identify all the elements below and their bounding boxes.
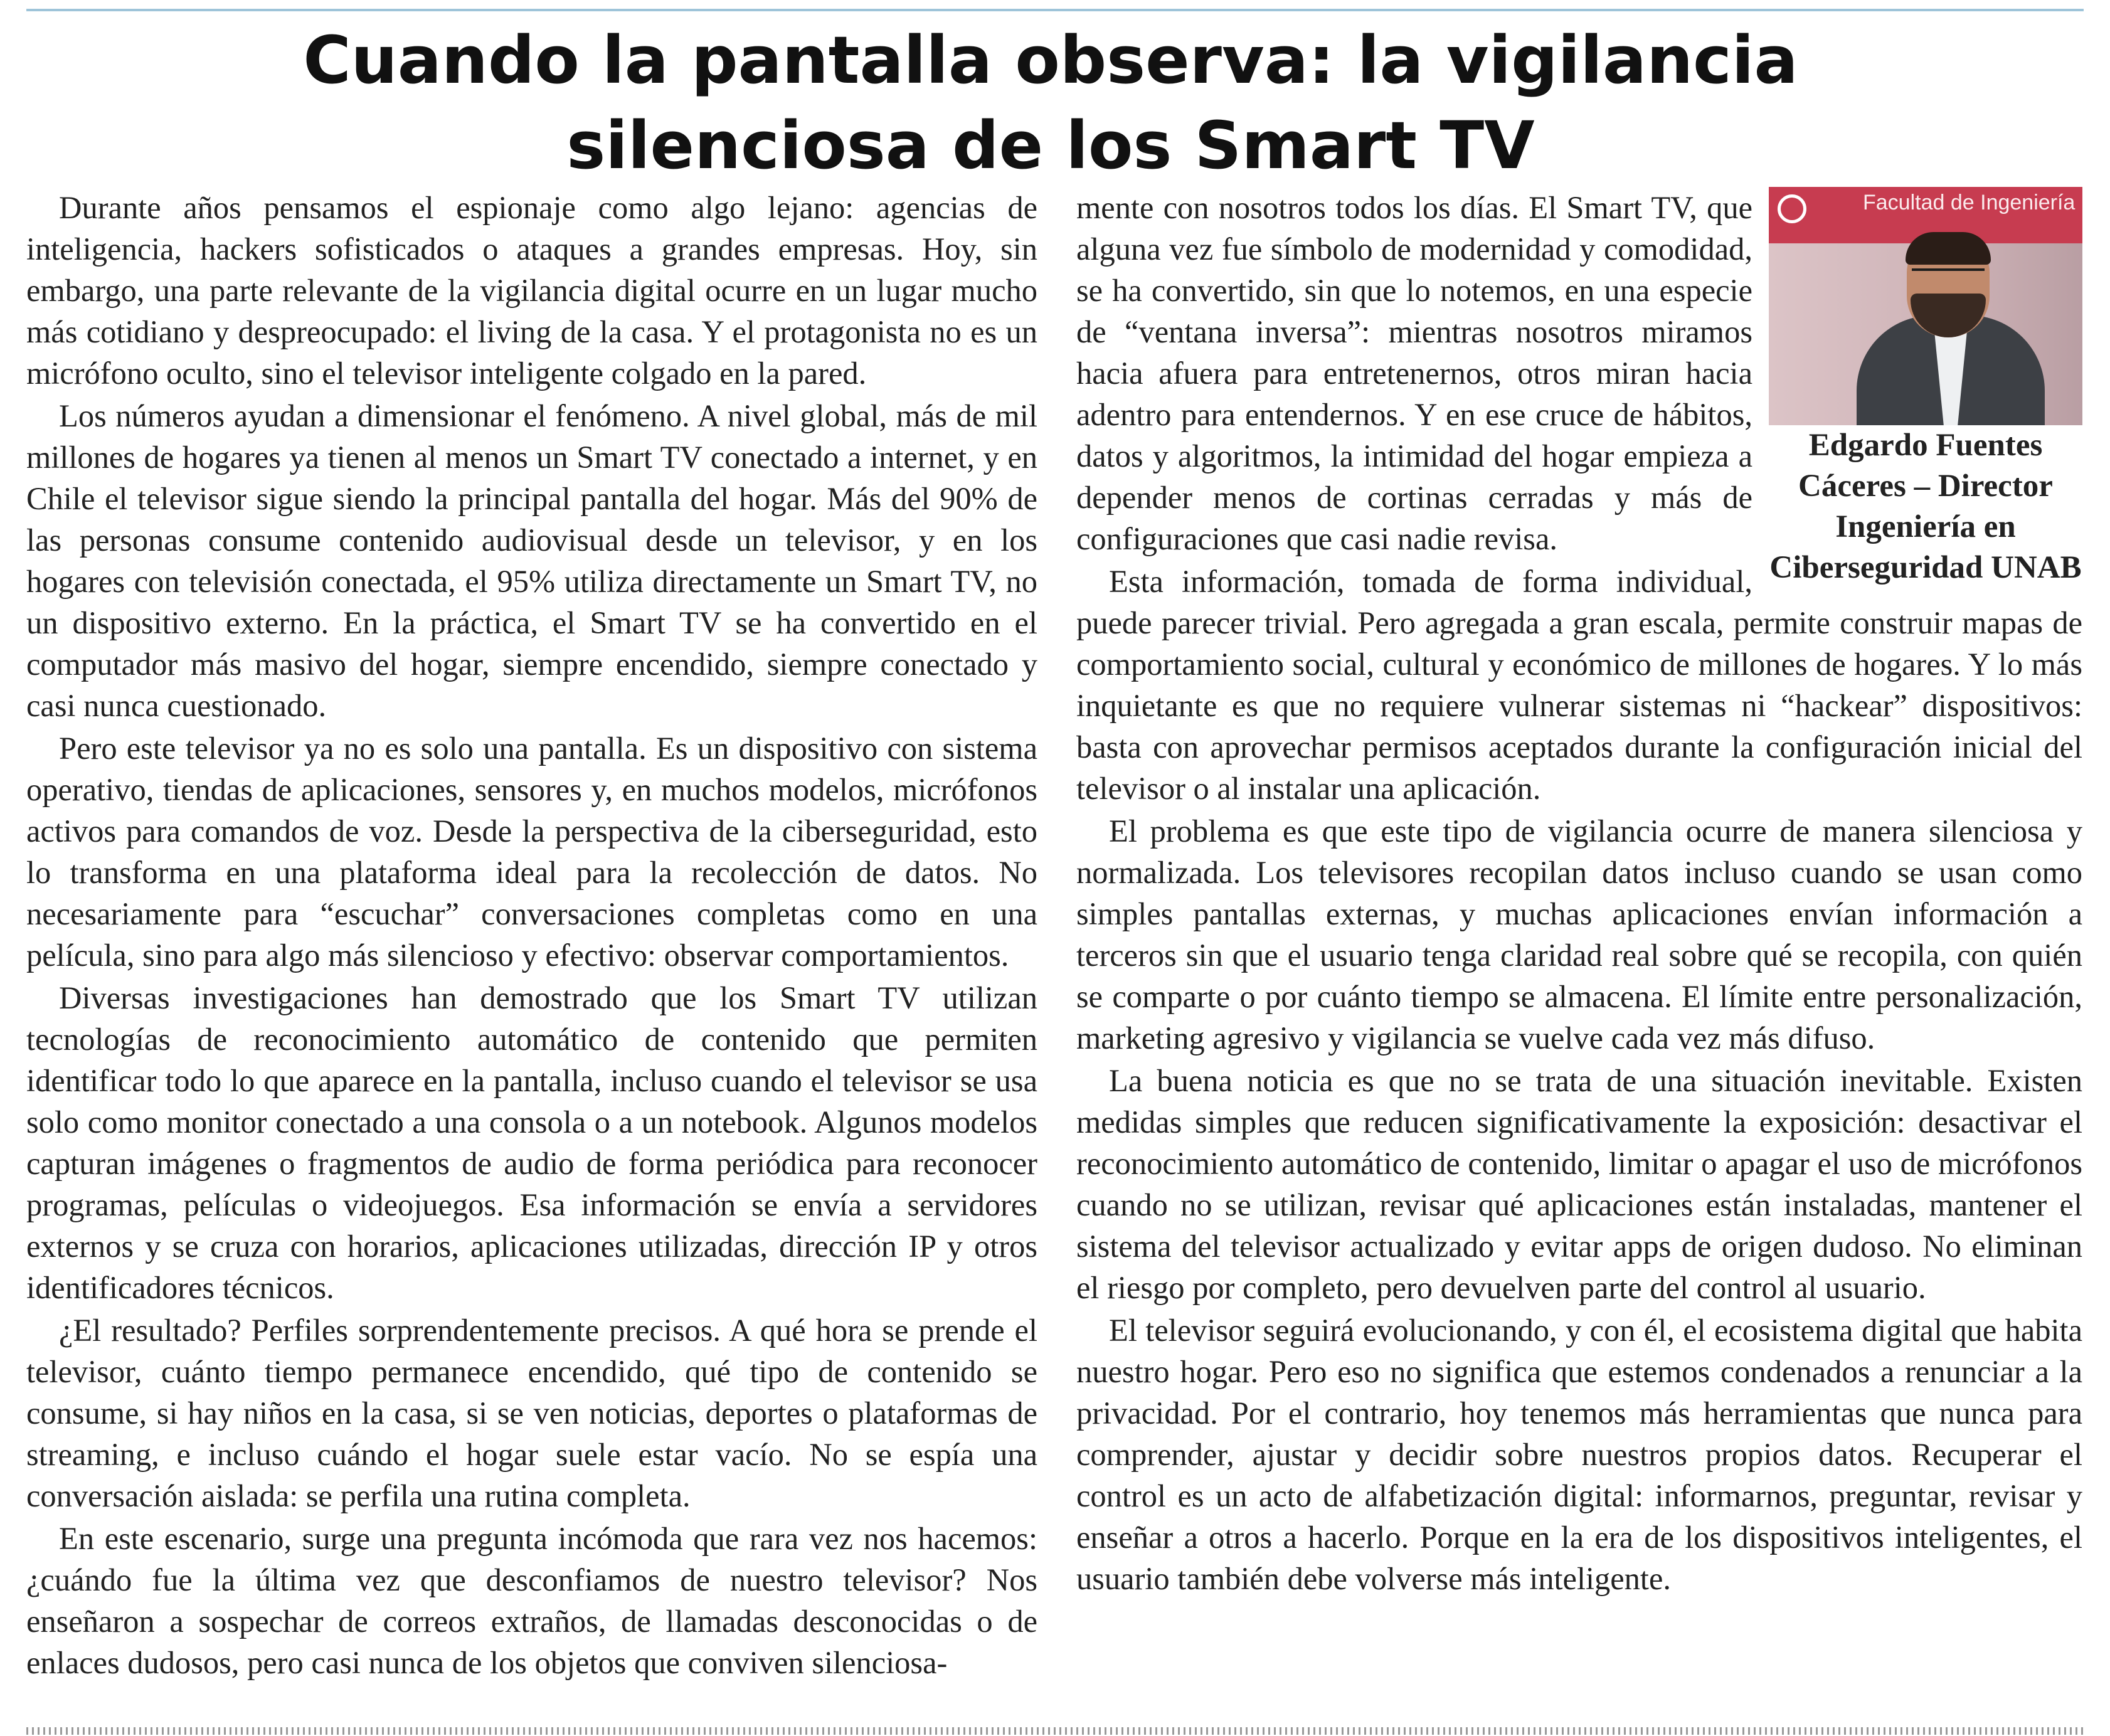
glasses-icon — [1912, 268, 1985, 290]
author-box — [1769, 187, 2082, 588]
paragraph: Los números ayudan a dimensionar el fenómeno. A nivel global, más de mil millones de hogares ya tienen al menos un Smart TV conectado a internet, y en Chile el televisor sigue siendo la principal pantalla del hogar. Más del 90% de las personas consume contenido audiovisual desde un televisor, y en los hogares con televisión conectada, el 95% utiliza directamente un Smart TV, no un dispositivo externo. En la práctica, el Smart TV se ha convertido en el computador más masivo del hogar, siempre encendido, siempre conectado y casi nunca cuestionado. — [26, 398, 1037, 723]
left-column — [26, 187, 1037, 1685]
headline-line-2: silenciosa de los Smart TV — [566, 107, 1535, 184]
paragraph: La buena noticia es que no se trata de una situación inevitable. Existen medidas simples que reducen significativamente la exposición: desactivar el reconocimiento automático de contenido, limitar o apagar el uso de micrófonos cuando no se utilizan, revisar qué aplicaciones están instaladas, mantener el sistema del televisor actualizado y evitar apps de origen dudoso. No eliminan el riesgo por completo, pero devuelven parte del control al usuario. — [1076, 1063, 2082, 1305]
bottom-divider — [26, 1727, 2084, 1735]
article-headline — [188, 18, 1913, 188]
paragraph: ¿El resultado? Perfiles sorprendentemente precisos. A qué hora se prende el televisor, cuánto tiempo permanece encendido, qué tipo de contenido se consume, si hay niños en la casa, si se ven noticias, deportes o plataformas de streaming, e incluso cuándo el hogar suele estar vacío. No se espía una conversación aislada: se perfila una rutina completa. — [26, 1313, 1037, 1513]
paragraph: mente con nosotros todos los días. El Smart TV, que alguna vez fue símbolo de modernidad y comodidad, se ha convertido, sin que lo notemos, en una especie de “ventana inversa”: mientras nosotros miramos hacia afuera para entretenernos, otros miran hacia adentro para entendernos. Y en ese cruce de hábitos, datos y algoritmos, la intimidad del hogar empieza a depender menos de cortinas cerradas y más de configuraciones que casi nadie revisa. — [1076, 190, 1752, 556]
paragraph: El problema es que este tipo de vigilancia ocurre de manera silenciosa y normalizada. Los televisores recopilan datos incluso cuando se usan como simples pantallas externas, y muchas aplicaciones envían información a terceros sin que el usuario tenga claridad real sobre qué se recopila, con quién se comparte o por cuánto tiempo se almacena. El límite entre personalización, marketing agresivo y vigilancia se vuelve cada vez más difuso. — [1076, 813, 2082, 1056]
paragraph: En este escenario, surge una pregunta incómoda que rara vez nos hacemos: ¿cuándo fue la última vez que desconfiamos de nuestro televisor? Nos enseñaron a sospechar de correos extraños, de llamadas desconocidas o de enlaces dudosos, pero casi nunca de los objetos que conviven silenciosa- — [26, 1521, 1037, 1680]
headline-line-1: Cuando la pantalla observa: la vigilancia — [303, 22, 1798, 98]
paragraph: Esta información, tomada de forma individual, puede parecer trivial. Pero agregada a gran escala, permite construir mapas de comportamiento social, cultural y económico de millones de hogares. Y lo más inquietante es que no requiere vulnerar sistemas ni “hackear” dispositivos: basta con aprovechar permisos aceptados durante la configuración inicial del televisor o al instalar una aplicación. — [1076, 564, 2082, 806]
paragraph: Durante años pensamos el espionaje como algo lejano: agencias de inteligencia, hackers sofisticados o ataques a grandes empresas. Hoy, sin embargo, una parte relevante de la vigilancia digital ocurre en un lugar mucho más cotidiano y despreocupado: el living de la casa. Y el protagonista no es un micrófono oculto, sino el televisor inteligente colgado en la pared. — [26, 190, 1037, 391]
top-divider — [26, 9, 2084, 11]
faculty-banner-text: Facultad de Ingeniería — [1863, 191, 2076, 214]
right-column — [1076, 187, 2082, 1601]
paragraph: El televisor seguirá evolucionando, y con él, el ecosistema digital que habita nuestro hogar. Pero eso no significa que estemos condenados a renunciar a la privacidad. Por el contrario, hoy tenemos más herramientas que nunca para comprender, ajustar y decidir sobre nuestros propios datos. Recuperar el control es un acto de alfabetización digital: informarnos, preguntar, revisar y enseñar a otros a hacerlo. Porque en la era de los dispositivos inteligentes, el usuario también debe volverse más inteligente. — [1076, 1313, 2082, 1596]
author-photo — [1769, 187, 2082, 425]
paragraph: Diversas investigaciones han demostrado que los Smart TV utilizan tecnologías de reconocimiento automático de contenido que permiten identificar todo lo que aparece en la pantalla, incluso cuando el televisor se usa solo como monitor conectado a una consola o a un notebook. Algunos modelos capturan imágenes o fragmentos de audio de forma periódica para reconocer programas, películas o videojuegos. Esa información se envía a servidores externos y se cruza con horarios, aplicaciones utilizadas, dirección IP y otros identificadores técnicos. — [26, 980, 1037, 1305]
paragraph: Pero este televisor ya no es solo una pantalla. Es un dispositivo con sistema operativo, tiendas de aplicaciones, sensores y, en muchos modelos, micrófonos activos para comandos de voz. Desde la perspectiva de la ciberseguridad, esto lo transforma en una plataforma ideal para la recolección de datos. No necesariamente para “escuchar” conversaciones completas como en una película, sino para algo más silencioso y efectivo: observar comportamientos. — [26, 731, 1037, 973]
university-logo-icon — [1778, 194, 1806, 223]
author-caption: Edgardo Fuentes Cáceres – Director Ingeniería en Ciberseguridad UNAB — [1769, 428, 2082, 585]
